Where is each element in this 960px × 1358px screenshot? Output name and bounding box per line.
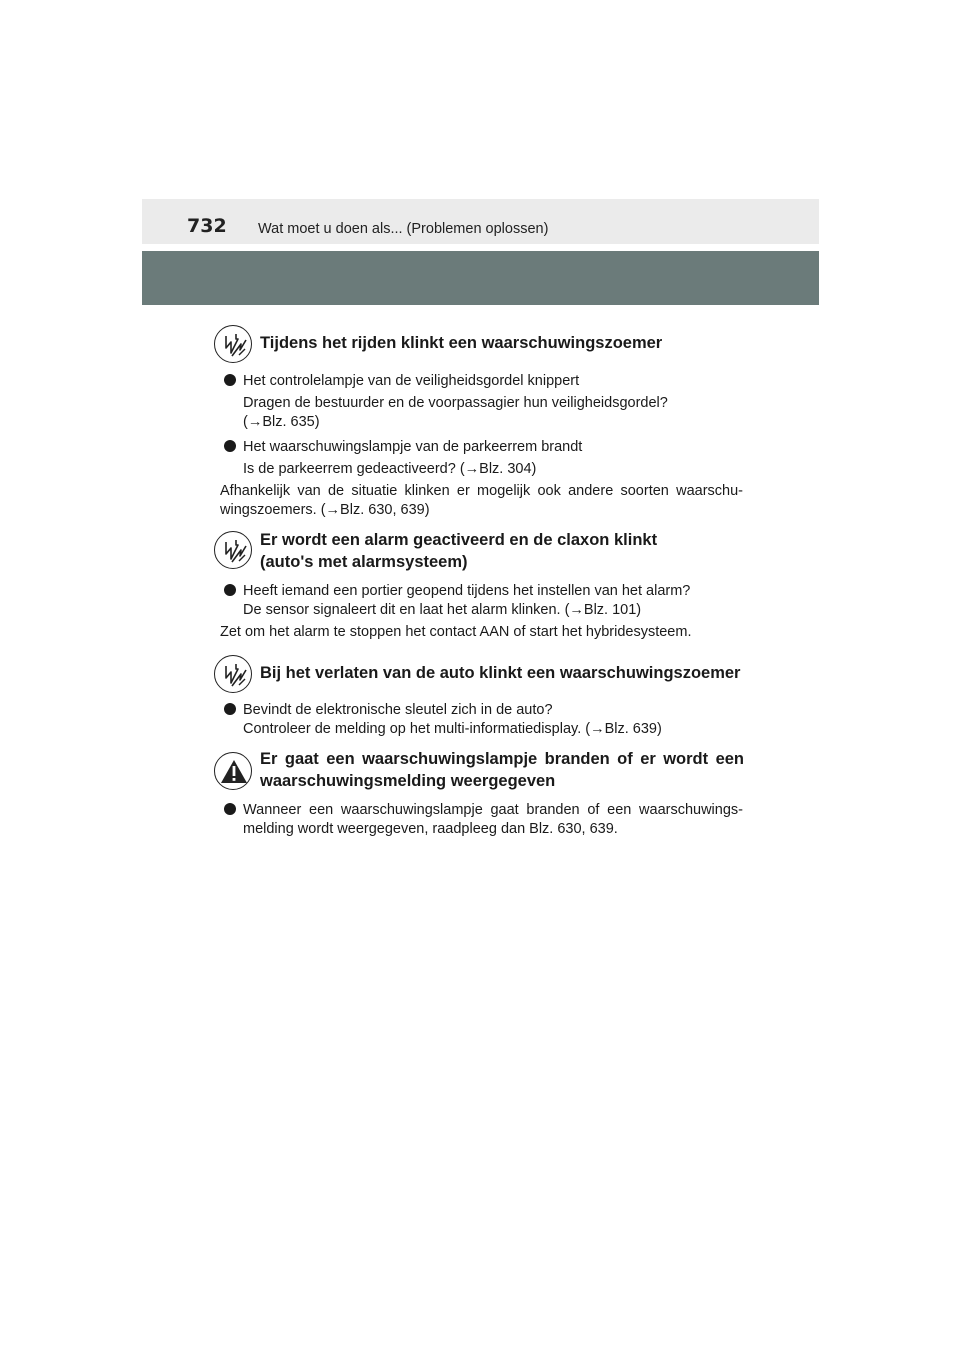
- section-band: [142, 251, 819, 305]
- buzzer-icon: [214, 531, 252, 569]
- page-header: [142, 199, 819, 244]
- chapter-title: Wat moet u doen als... (Problemen oplossen): [258, 221, 549, 237]
- bullet-text: De sensor signaleert dit en laat het alarm klinken. (→Blz. 101): [243, 602, 642, 618]
- bullet-text: (→Blz. 635): [243, 414, 320, 430]
- buzzer-icon: [214, 655, 252, 693]
- section-heading: Er gaat een waarschuwingslampje branden of er wordt een waarschuwingsmelding weergegeven: [260, 750, 744, 790]
- bullet-text: melding wordt weergegeven, raadpleeg dan Blz. 630, 639.: [243, 821, 618, 837]
- bullet-title: Het waarschuwingslampje van de parkeerrem brandt: [243, 439, 583, 455]
- section-heading: Bij het verlaten van de auto klinkt een waarschuwingszoemer: [260, 664, 741, 682]
- bullet-dot: [224, 374, 236, 386]
- bullet-title: Het controlelampje van de veiligheidsgordel knippert: [243, 373, 580, 389]
- note-text: Afhankelijk van de situatie klinken er mogelijk ook andere soorten waarschu-: [220, 483, 743, 499]
- bullet-dot: [224, 703, 236, 715]
- note-text: wingszoemers. (→Blz. 630, 639): [220, 502, 430, 518]
- bullet-title: Wanneer een waarschuwingslampje gaat branden of een waarschuwings-: [243, 802, 743, 818]
- bullet-dot: [224, 584, 236, 596]
- bullet-text: Is de parkeerrem gedeactiveerd? (→Blz. 304): [243, 461, 537, 477]
- section-heading: Tijdens het rijden klinkt een waarschuwingszoemer: [260, 334, 663, 352]
- bullet-title: Bevindt de elektronische sleutel zich in de auto?: [243, 702, 553, 718]
- bullet-text: Controleer de melding op het multi-informatiedisplay. (→Blz. 639): [243, 721, 662, 737]
- bullet-dot: [224, 440, 236, 452]
- section-heading: Er wordt een alarm geactiveerd en de claxon klinkt (auto's met alarmsysteem): [260, 531, 658, 571]
- bullet-dot: [224, 803, 236, 815]
- page-number: 732: [187, 215, 227, 237]
- note-text: Zet om het alarm te stoppen het contact AAN of start het hybridesysteem.: [220, 624, 692, 640]
- bullet-text: Dragen de bestuurder en de voorpassagier hun veiligheidsgordel?: [243, 395, 668, 411]
- buzzer-icon: [214, 325, 252, 363]
- warning-triangle-icon: [214, 752, 252, 790]
- bullet-title: Heeft iemand een portier geopend tijdens het instellen van het alarm?: [243, 583, 691, 599]
